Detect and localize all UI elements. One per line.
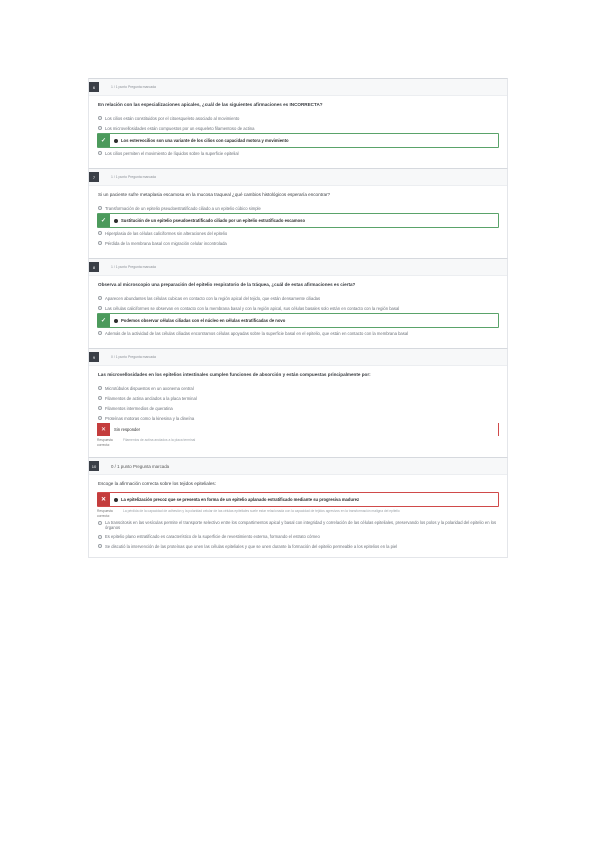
option-label: Además de la actividad de las células ciliadas encontramos células apoyadas sobre la superficie basal en el epitelio, que están en contacto con la membrana basal: [105, 330, 409, 336]
answer-option[interactable]: [98, 228, 507, 238]
option-label: Se discutió la intervención de las proteínas que unen las células epiteliales y que se unen durante la formación del epitelio permeable a los epitelios en la piel: [105, 543, 398, 549]
answer-option[interactable]: [98, 148, 507, 158]
question-score: 1 / 1 punto Pregunta marcada: [111, 265, 156, 269]
radio-button[interactable]: [114, 498, 118, 502]
radio-button[interactable]: [114, 219, 118, 223]
question-text: Observa al microscopio una preparación del epitelio respiratorio de la tráquea, ¿cuál de estas afirmaciones es cierta?: [98, 282, 356, 287]
question-score: 0 / 1 punto Pregunta marcada: [111, 463, 170, 469]
question-header: [89, 349, 507, 366]
question-header: [89, 259, 507, 276]
option-label: Los microvellosidades están compuestos por un esqueleto filamentoso de actina: [105, 125, 255, 131]
radio-button[interactable]: [98, 241, 102, 245]
answer-option[interactable]: [98, 518, 498, 532]
radio-button[interactable]: [98, 521, 102, 525]
radio-button[interactable]: [98, 206, 102, 210]
radio-button[interactable]: [98, 306, 102, 310]
answer-option[interactable]: [98, 393, 507, 403]
question-9: [88, 348, 508, 457]
answer-option[interactable]: [98, 113, 507, 123]
question-text: Escoge la afirmación correcta sobre los tejidos epiteliales:: [98, 481, 216, 486]
radio-button[interactable]: [98, 416, 102, 420]
question-number: 7: [89, 172, 99, 182]
correct-answer: [97, 509, 507, 518]
unanswered-row: [97, 423, 499, 436]
question-number: 10: [89, 461, 99, 471]
correct-answer-text: Filamentos de actina anclados a la placa terminal: [123, 438, 196, 442]
option-label: Los estereocilios son una variante de los cilios con capacidad motora y movimiento: [121, 138, 289, 143]
answer-option[interactable]: [98, 532, 498, 541]
radio-button[interactable]: [98, 331, 102, 335]
question-10: [88, 457, 508, 558]
answer-option[interactable]: [98, 203, 507, 213]
option-label: Hiperplasia de las células caliciformes sin alteraciones del epitelio: [105, 230, 228, 236]
radio-button[interactable]: [114, 139, 118, 143]
option-label: Transformación de un epitelio pseudoestratificado ciliado a un epitelio cúbico simple: [105, 205, 261, 211]
correct-answer-label: Respuesta correcta:: [97, 509, 113, 518]
question-score: 0 / 1 punto Pregunta marcada: [111, 355, 156, 359]
question-8: [88, 258, 508, 348]
radio-button[interactable]: [98, 396, 102, 400]
answer-option[interactable]: [98, 123, 507, 133]
option-label: Es epitelio plano estratificado es característico de la superficie de revestimiento externa, formando el estrato córneo: [105, 534, 320, 540]
question-text: Las microvellosidades en los epitelios intestinales cumplen funciones de absorción y están compuestas principalmente por:: [98, 372, 371, 377]
option-label: Filamentos intermedios de queratina: [105, 405, 173, 411]
quiz-review: [88, 78, 508, 558]
radio-button[interactable]: [98, 544, 102, 548]
option-label: Filamentos de actina anclados a la placa terminal: [105, 395, 197, 401]
radio-button[interactable]: [114, 319, 118, 323]
option-label: Podemos observar células ciliadas con el núcleo en células estratificadas de novo: [121, 318, 286, 323]
answer-option[interactable]: [98, 383, 507, 393]
answer-option[interactable]: [98, 413, 507, 423]
radio-button[interactable]: [98, 126, 102, 130]
close-icon: ✕: [97, 423, 110, 436]
option-label: La transcitosis en las vesículas permite el transporte selectivo entre los compartimentos apical y basal con integridad y correlación de las células epiteliales, preservando los polos y la polaridad del epitelio en los órganos: [105, 520, 497, 531]
correct-answer-label: Respuesta correcta:: [97, 438, 113, 447]
answer-option[interactable]: [98, 542, 498, 551]
check-icon: ✓: [97, 134, 110, 147]
radio-button[interactable]: [98, 296, 102, 300]
question-number: 6: [89, 82, 99, 92]
option-label: Los cilios están constituidos por el citoesqueleto asociado al movimiento: [105, 115, 240, 121]
question-text: Si un paciente sufre metaplasia escamosa en la mucosa traqueal ¿qué cambios histológicos esperaría encontrar?: [98, 192, 331, 197]
option-label: Microtúbulos dispuestos en un axonema central: [105, 385, 194, 391]
option-label: Las células caliciformes se observan en contacto con la membrana basal y con la región apical, sus células basales solo están en contacto con la región basal: [105, 305, 400, 311]
option-label: Proteínas motoras como la kinesina y la dineína: [105, 415, 195, 421]
question-score: 1 / 1 punto Pregunta marcada: [111, 175, 156, 179]
answer-option[interactable]: [98, 238, 507, 248]
question-header: [89, 169, 507, 186]
correct-answer: [97, 438, 507, 447]
selected-answer[interactable]: [97, 213, 499, 228]
close-icon: ✕: [97, 493, 110, 506]
question-score: 1 / 1 punto Pregunta marcada: [111, 85, 156, 89]
question-number: 8: [89, 262, 99, 272]
question-text: En relación con las especializaciones apicales, ¿cuál de las siguientes afirmaciones es INCORRECTA?: [98, 102, 323, 107]
question-7: [88, 168, 508, 258]
answer-option[interactable]: [98, 293, 507, 303]
radio-button[interactable]: [98, 535, 102, 539]
answer-option[interactable]: [98, 328, 507, 338]
check-icon: ✓: [97, 314, 110, 327]
question-number: 9: [89, 352, 99, 362]
check-icon: ✓: [97, 214, 110, 227]
option-label: La epitelización precoz que se presenta en forma de un epitelio aplanado estratificado mediante su progresiva madurez: [121, 497, 360, 502]
question-6: [88, 78, 508, 168]
selected-answer[interactable]: [97, 313, 499, 328]
correct-answer-text: La pérdida de la capacidad de adhesión y la polaridad celular de las células epiteliales suele estar relacionada con la capacidad de tejidos agresivos en la transformación maligna del epitelio: [123, 509, 400, 513]
radio-button[interactable]: [98, 116, 102, 120]
selected-answer[interactable]: [97, 492, 499, 507]
question-header: [89, 79, 507, 96]
selected-answer[interactable]: [97, 133, 499, 148]
radio-button[interactable]: [98, 386, 102, 390]
option-label: Aparecen abundantes las células cubicas en contacto con la región apical del tejido, que están densamente ciliadas: [105, 295, 321, 301]
option-label: Pérdida de la membrana basal con migración celular incontrolada: [105, 240, 227, 246]
option-label: Los cilios permiten el movimiento de líquidos sobre la superficie epitelial: [105, 150, 239, 156]
unanswered-label: Sin responder: [114, 427, 141, 432]
radio-button[interactable]: [98, 151, 102, 155]
option-label: Sustitución de un epitelio pseudoestratificado ciliado por un epitelio estratificado escamoso: [121, 218, 306, 223]
radio-button[interactable]: [98, 231, 102, 235]
answer-option[interactable]: [98, 303, 507, 313]
answer-option[interactable]: [98, 403, 507, 413]
radio-button[interactable]: [98, 406, 102, 410]
question-header: [89, 458, 507, 475]
